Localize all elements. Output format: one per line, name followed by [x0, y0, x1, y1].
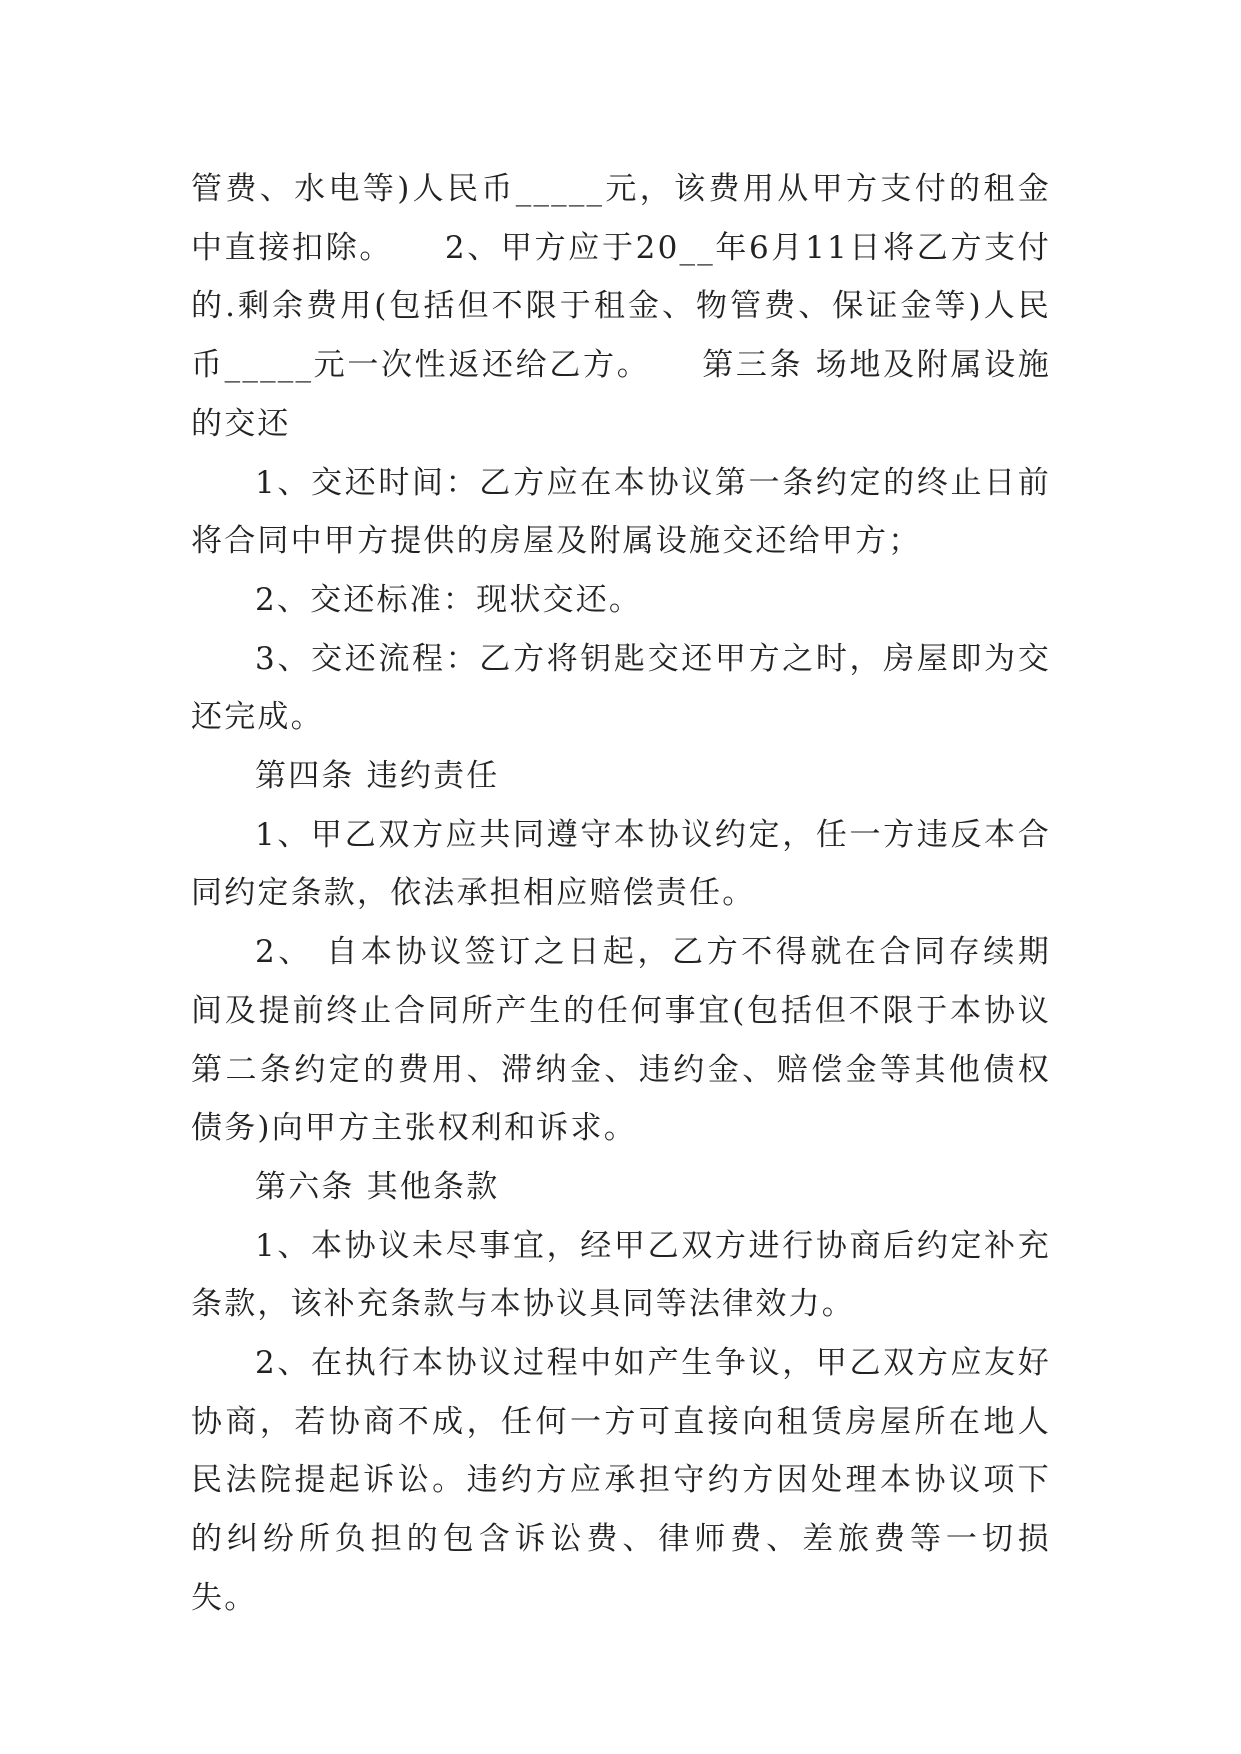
paragraph-return-time: 1、交还时间：乙方应在本协议第一条约定的终止日前将合同中甲方提供的房屋及附属设施交还给甲方；: [191, 464, 1051, 560]
paragraph-return-process: 3、交还流程：乙方将钥匙交还甲方之时，房屋即为交还完成。: [191, 640, 1051, 736]
paragraph-fees-return: 管费、水电等)人民币_____元，该费用从甲方支付的租金中直接扣除。 2、甲方应于20__年6月11日将乙方支付的.剩余费用(包括但不限于租金、物管费、保证金等)人民币_____元一次性返还给乙方。 第三条 场地及附属设施的交还: [191, 171, 1051, 442]
paragraph-article-6-item-2: 2、在执行本协议过程中如产生争议，甲乙双方应友好协商，若协商不成，任何一方可直接向租赁房屋所在地人民法院提起诉讼。违约方应承担守约方因处理本协议项下的纠纷所负担的包含诉讼费、律师费、差旅费等一切损失。: [191, 1345, 1051, 1616]
heading-article-6: 第六条 其他条款: [255, 1168, 500, 1205]
paragraph-article-4-item-1: 1、甲乙双方应共同遵守本协议约定，任一方违反本合同约定条款，依法承担相应赔偿责任。: [191, 816, 1051, 912]
document-body: [191, 160, 1051, 1628]
paragraph-article-4-item-2: 2、 自本协议签订之日起，乙方不得就在合同存续期间及提前终止合同所产生的任何事宜(包括但不限于本协议第二条约定的费用、滞纳金、违约金、赔偿金等其他债权债务)向甲方主张权利和诉求。: [191, 934, 1051, 1147]
paragraph-article-6-item-1: 1、本协议未尽事宜，经甲乙双方进行协商后约定补充条款，该补充条款与本协议具同等法律效力。: [191, 1227, 1051, 1323]
heading-article-4: 第四条 违约责任: [255, 758, 500, 795]
paragraph-return-standard: 2、交还标准：现状交还。: [255, 581, 643, 618]
